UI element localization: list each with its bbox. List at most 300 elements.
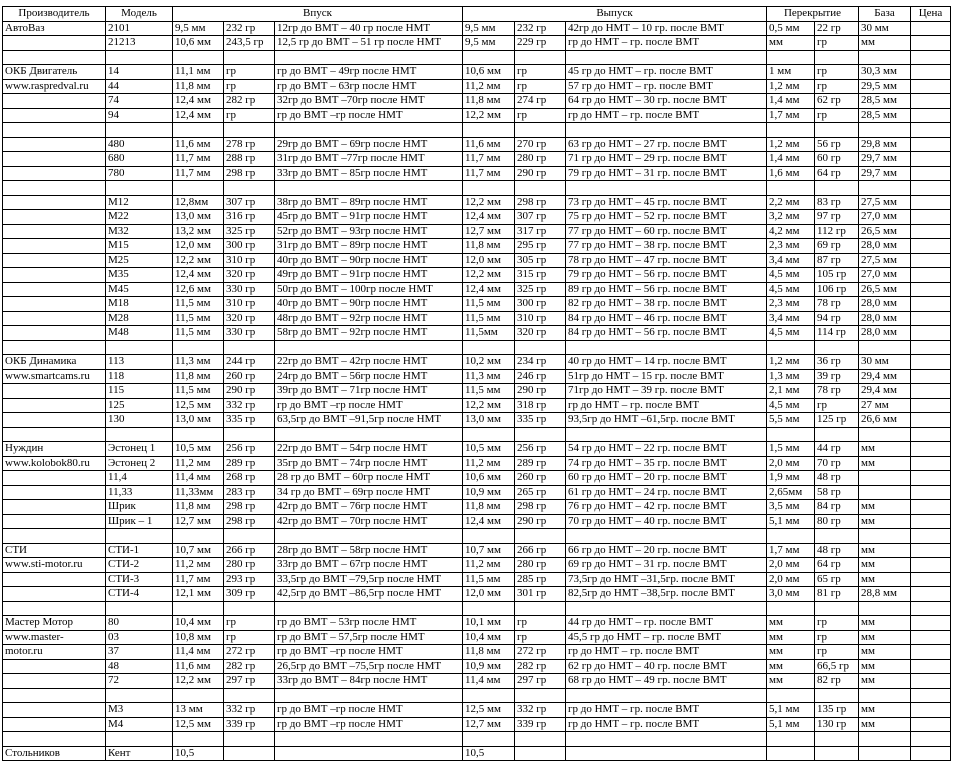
cell-exhaust-timing: 77 гр до НМТ – 38 гр. после ВМТ — [566, 239, 767, 254]
cell-intake-timing: 33гр до ВМТ – 84гр после НМТ — [275, 674, 463, 689]
cell-base: 30 мм — [859, 21, 911, 36]
cell-overlap-lift — [767, 340, 815, 355]
cell-exhaust-duration: 290 гр — [515, 514, 566, 529]
table-row — [3, 717, 951, 732]
cell-manufacturer — [3, 587, 106, 602]
cell-exhaust-lift: 12,7 мм — [463, 224, 515, 239]
cell-intake-duration: гр — [224, 108, 275, 123]
cell-intake-lift: 10,5 — [173, 746, 224, 761]
cell-exhaust-duration: гр — [515, 616, 566, 631]
cell-base: мм — [859, 36, 911, 51]
cell-model: 480 — [106, 137, 173, 152]
header-exhaust: Выпуск — [463, 7, 767, 22]
cell-model — [106, 529, 173, 544]
cell-intake-duration: 280 гр — [224, 558, 275, 573]
cell-overlap-angle — [815, 50, 859, 65]
cell-model: 11,4 — [106, 471, 173, 486]
cell-intake-lift — [173, 427, 224, 442]
cell-model: 80 — [106, 616, 173, 631]
cell-model — [106, 340, 173, 355]
cell-overlap-lift — [767, 732, 815, 747]
cell-price — [911, 543, 951, 558]
cell-exhaust-lift: 11,8 мм — [463, 239, 515, 254]
cell-model: 94 — [106, 108, 173, 123]
cell-manufacturer — [3, 108, 106, 123]
cell-exhaust-lift: 10,6 мм — [463, 65, 515, 80]
cell-model: 03 — [106, 630, 173, 645]
cell-base — [859, 732, 911, 747]
cell-overlap-lift — [767, 601, 815, 616]
cell-intake-timing — [275, 601, 463, 616]
cell-intake-lift — [173, 601, 224, 616]
cell-price — [911, 282, 951, 297]
cell-overlap-lift: 3,0 мм — [767, 587, 815, 602]
cell-base: мм — [859, 500, 911, 515]
cell-price — [911, 616, 951, 631]
cell-manufacturer — [3, 326, 106, 341]
cell-intake-lift: 12,5 мм — [173, 717, 224, 732]
table-row — [3, 587, 951, 602]
cell-exhaust-lift: 11,7 мм — [463, 166, 515, 181]
cell-overlap-lift: 5,1 мм — [767, 514, 815, 529]
cell-manufacturer — [3, 181, 106, 196]
header-intake: Впуск — [173, 7, 463, 22]
cell-exhaust-duration — [515, 746, 566, 761]
cell-intake-lift: 11,6 мм — [173, 137, 224, 152]
cell-overlap-lift: 5,1 мм — [767, 717, 815, 732]
table-row — [3, 152, 951, 167]
cell-intake-lift: 11,2 мм — [173, 558, 224, 573]
cell-intake-timing: 22гр до ВМТ – 54гр после НМТ — [275, 442, 463, 457]
table-row — [3, 210, 951, 225]
cell-intake-lift: 13,0 мм — [173, 210, 224, 225]
table-row — [3, 485, 951, 500]
cell-exhaust-duration: 295 гр — [515, 239, 566, 254]
cell-manufacturer — [3, 137, 106, 152]
cell-overlap-angle: 65 гр — [815, 572, 859, 587]
cell-base — [859, 746, 911, 761]
cell-exhaust-duration: 320 гр — [515, 326, 566, 341]
cell-exhaust-timing: 79 гр до НМТ – 31 гр. после ВМТ — [566, 166, 767, 181]
cell-intake-lift: 12,4 мм — [173, 108, 224, 123]
cell-price — [911, 340, 951, 355]
cell-intake-lift: 11,8 мм — [173, 79, 224, 94]
cell-exhaust-timing: 60 гр до НМТ – 20 гр. после ВМТ — [566, 471, 767, 486]
cell-model: М18 — [106, 297, 173, 312]
cell-intake-duration: 300 гр — [224, 239, 275, 254]
cell-price — [911, 326, 951, 341]
cell-price — [911, 311, 951, 326]
cell-exhaust-duration: 298 гр — [515, 195, 566, 210]
cell-manufacturer — [3, 471, 106, 486]
cell-manufacturer — [3, 282, 106, 297]
table-row — [3, 659, 951, 674]
cell-overlap-lift — [767, 746, 815, 761]
cell-manufacturer — [3, 674, 106, 689]
cell-manufacturer — [3, 224, 106, 239]
cell-intake-duration: 297 гр — [224, 674, 275, 689]
cell-base: 29,4 мм — [859, 384, 911, 399]
cell-intake-duration: 339 гр — [224, 717, 275, 732]
cell-intake-lift: 11,5 мм — [173, 297, 224, 312]
table-row — [3, 413, 951, 428]
cell-intake-timing: 48гр до ВМТ – 92гр после НМТ — [275, 311, 463, 326]
cell-overlap-lift: 2,0 мм — [767, 456, 815, 471]
cell-manufacturer — [3, 268, 106, 283]
table-row — [3, 253, 951, 268]
cell-exhaust-duration: 270 гр — [515, 137, 566, 152]
cell-manufacturer — [3, 195, 106, 210]
cell-exhaust-timing: 73,5гр до НМТ –31,5гр. после ВМТ — [566, 572, 767, 587]
cell-intake-duration: 332 гр — [224, 703, 275, 718]
cell-intake-duration: 268 гр — [224, 471, 275, 486]
cell-intake-lift: 12,2 мм — [173, 674, 224, 689]
cell-model: М15 — [106, 239, 173, 254]
cell-base: 28,8 мм — [859, 587, 911, 602]
table-row — [3, 297, 951, 312]
cell-exhaust-timing: 71гр до НМТ – 39 гр. после ВМТ — [566, 384, 767, 399]
cell-model: Кент — [106, 746, 173, 761]
cell-base: мм — [859, 572, 911, 587]
table-row — [3, 616, 951, 631]
cell-exhaust-lift: 11,5 мм — [463, 384, 515, 399]
cell-overlap-angle — [815, 746, 859, 761]
cell-exhaust-timing — [566, 529, 767, 544]
cell-intake-duration: 290 гр — [224, 384, 275, 399]
cell-exhaust-duration — [515, 181, 566, 196]
cell-model: М32 — [106, 224, 173, 239]
cell-intake-timing: 63,5гр до ВМТ –91,5гр после НМТ — [275, 413, 463, 428]
cell-intake-duration: 282 гр — [224, 94, 275, 109]
cell-exhaust-timing: 75 гр до НМТ – 52 гр. после ВМТ — [566, 210, 767, 225]
table-row — [3, 123, 951, 138]
table-row — [3, 311, 951, 326]
cell-overlap-angle — [815, 340, 859, 355]
cell-exhaust-lift — [463, 427, 515, 442]
cell-exhaust-lift: 10,6 мм — [463, 471, 515, 486]
cell-intake-duration: 310 гр — [224, 253, 275, 268]
cell-manufacturer — [3, 297, 106, 312]
cell-price — [911, 630, 951, 645]
table-row — [3, 674, 951, 689]
table-row — [3, 195, 951, 210]
cell-overlap-lift: мм — [767, 674, 815, 689]
cell-price — [911, 384, 951, 399]
header-price: Цена — [911, 7, 951, 22]
cell-intake-timing — [275, 427, 463, 442]
cell-exhaust-lift: 9,5 мм — [463, 36, 515, 51]
cell-exhaust-duration: 298 гр — [515, 500, 566, 515]
header-manufacturer: Производитель — [3, 7, 106, 22]
cell-price — [911, 703, 951, 718]
cell-model: 74 — [106, 94, 173, 109]
table-row — [3, 21, 951, 36]
cell-model: Шрик – 1 — [106, 514, 173, 529]
cell-manufacturer: www.kolobok80.ru — [3, 456, 106, 471]
cell-overlap-angle: 62 гр — [815, 94, 859, 109]
table-row — [3, 471, 951, 486]
cell-model: 11,33 — [106, 485, 173, 500]
table-row — [3, 500, 951, 515]
cell-exhaust-duration: 297 гр — [515, 674, 566, 689]
cell-exhaust-lift — [463, 50, 515, 65]
cell-base: 26,6 мм — [859, 413, 911, 428]
cell-base — [859, 50, 911, 65]
table-row — [3, 703, 951, 718]
cell-exhaust-lift: 10,9 мм — [463, 485, 515, 500]
cell-exhaust-lift: 11,8 мм — [463, 500, 515, 515]
table-row — [3, 572, 951, 587]
cell-exhaust-timing: 74 гр до НМТ – 35 гр. после ВМТ — [566, 456, 767, 471]
cell-exhaust-duration — [515, 427, 566, 442]
cell-base — [859, 601, 911, 616]
cell-intake-duration — [224, 50, 275, 65]
cell-exhaust-lift: 9,5 мм — [463, 21, 515, 36]
cell-overlap-angle: 70 гр — [815, 456, 859, 471]
cell-intake-timing: гр до ВМТ – 53гр после НМТ — [275, 616, 463, 631]
cell-exhaust-lift: 10,7 мм — [463, 543, 515, 558]
cell-overlap-angle: 78 гр — [815, 384, 859, 399]
cell-price — [911, 297, 951, 312]
cell-manufacturer — [3, 427, 106, 442]
table-row — [3, 384, 951, 399]
cell-model: 37 — [106, 645, 173, 660]
cell-model: М25 — [106, 253, 173, 268]
cell-model: Эстонец 1 — [106, 442, 173, 457]
cell-exhaust-duration: 317 гр — [515, 224, 566, 239]
cell-price — [911, 369, 951, 384]
cell-exhaust-timing: 45,5 гр до НМТ – гр. после ВМТ — [566, 630, 767, 645]
cell-exhaust-lift: 12,4 мм — [463, 210, 515, 225]
cell-intake-timing: гр до ВМТ – 63гр после НМТ — [275, 79, 463, 94]
cell-manufacturer — [3, 703, 106, 718]
cell-price — [911, 674, 951, 689]
cell-model — [106, 732, 173, 747]
cell-manufacturer: Нуждин — [3, 442, 106, 457]
cell-intake-duration: 330 гр — [224, 326, 275, 341]
cell-model: 14 — [106, 65, 173, 80]
cell-overlap-lift — [767, 181, 815, 196]
cell-intake-timing: 42гр до ВМТ – 76гр после НМТ — [275, 500, 463, 515]
cell-exhaust-timing: 44 гр до НМТ – гр. после ВМТ — [566, 616, 767, 631]
cell-exhaust-lift: 11,4 мм — [463, 674, 515, 689]
cell-intake-lift: 10,8 мм — [173, 630, 224, 645]
cell-exhaust-lift: 10,1 мм — [463, 616, 515, 631]
cell-overlap-angle — [815, 529, 859, 544]
cell-base: 26,5 мм — [859, 282, 911, 297]
cell-intake-timing — [275, 732, 463, 747]
cell-intake-duration: 332 гр — [224, 398, 275, 413]
cell-base: 29,5 мм — [859, 79, 911, 94]
cell-exhaust-timing: 93,5гр до НМТ –61,5гр. после ВМТ — [566, 413, 767, 428]
cell-model: Шрик — [106, 500, 173, 515]
cell-exhaust-timing: 69 гр до НМТ – 31 гр. после ВМТ — [566, 558, 767, 573]
cell-exhaust-lift: 12,4 мм — [463, 514, 515, 529]
cell-base — [859, 340, 911, 355]
cell-intake-lift: 11,7 мм — [173, 152, 224, 167]
cell-exhaust-duration — [515, 340, 566, 355]
table-row — [3, 355, 951, 370]
cell-overlap-angle: 36 гр — [815, 355, 859, 370]
cell-overlap-lift: 2,65мм — [767, 485, 815, 500]
cell-intake-timing — [275, 340, 463, 355]
cell-intake-duration: 298 гр — [224, 500, 275, 515]
cell-exhaust-timing: гр до НМТ – гр. после ВМТ — [566, 645, 767, 660]
cell-price — [911, 572, 951, 587]
cell-intake-duration: гр — [224, 79, 275, 94]
cell-exhaust-duration: 280 гр — [515, 558, 566, 573]
cell-exhaust-timing: 66 гр до НМТ – 20 гр. после ВМТ — [566, 543, 767, 558]
cell-exhaust-lift: 11,3 мм — [463, 369, 515, 384]
cell-exhaust-duration: 300 гр — [515, 297, 566, 312]
cell-overlap-lift: 4,5 мм — [767, 398, 815, 413]
table-row — [3, 137, 951, 152]
cell-intake-duration — [224, 732, 275, 747]
cell-exhaust-duration — [515, 601, 566, 616]
cell-base: мм — [859, 645, 911, 660]
cell-price — [911, 688, 951, 703]
table-row — [3, 79, 951, 94]
cell-intake-duration: 282 гр — [224, 659, 275, 674]
cell-overlap-lift: 2,3 мм — [767, 297, 815, 312]
cell-base: 28,0 мм — [859, 297, 911, 312]
cell-intake-lift: 9,5 мм — [173, 21, 224, 36]
cell-exhaust-lift: 12,2 мм — [463, 268, 515, 283]
cell-exhaust-timing: 82 гр до НМТ – 38 гр. после ВМТ — [566, 297, 767, 312]
cell-manufacturer — [3, 239, 106, 254]
cell-overlap-angle: 80 гр — [815, 514, 859, 529]
cell-intake-timing: 52гр до ВМТ – 93гр после НМТ — [275, 224, 463, 239]
cell-exhaust-duration: 272 гр — [515, 645, 566, 660]
header-overlap: Перекрытие — [767, 7, 859, 22]
cell-manufacturer — [3, 732, 106, 747]
cell-exhaust-duration: гр — [515, 79, 566, 94]
cell-intake-timing: гр до ВМТ –гр после НМТ — [275, 717, 463, 732]
cell-intake-timing: 40гр до ВМТ – 90гр после НМТ — [275, 253, 463, 268]
cell-overlap-angle: 60 гр — [815, 152, 859, 167]
cell-exhaust-lift — [463, 181, 515, 196]
cell-model — [106, 123, 173, 138]
cell-overlap-lift: мм — [767, 645, 815, 660]
cell-exhaust-duration: 310 гр — [515, 311, 566, 326]
cell-intake-timing: гр до ВМТ – 57,5гр после НМТ — [275, 630, 463, 645]
cell-exhaust-duration: 335 гр — [515, 413, 566, 428]
cell-intake-lift: 11,8 мм — [173, 369, 224, 384]
cell-overlap-lift: 1,5 мм — [767, 442, 815, 457]
cell-manufacturer — [3, 500, 106, 515]
cell-manufacturer — [3, 36, 106, 51]
cell-overlap-angle: 48 гр — [815, 543, 859, 558]
cell-overlap-lift — [767, 688, 815, 703]
cell-intake-duration: 335 гр — [224, 413, 275, 428]
cell-price — [911, 65, 951, 80]
cell-manufacturer — [3, 485, 106, 500]
cell-intake-lift: 10,7 мм — [173, 543, 224, 558]
cell-intake-lift — [173, 181, 224, 196]
cell-exhaust-timing: 68 гр до НМТ – 49 гр. после ВМТ — [566, 674, 767, 689]
cell-base: мм — [859, 456, 911, 471]
cell-base: мм — [859, 717, 911, 732]
cell-exhaust-duration: 229 гр — [515, 36, 566, 51]
cell-intake-lift — [173, 688, 224, 703]
header-row — [3, 7, 951, 22]
cell-exhaust-duration: 256 гр — [515, 442, 566, 457]
cell-price — [911, 137, 951, 152]
cell-exhaust-timing — [566, 340, 767, 355]
cell-exhaust-timing — [566, 181, 767, 196]
cell-price — [911, 152, 951, 167]
cell-intake-lift: 12,6 мм — [173, 282, 224, 297]
cell-overlap-angle: 39 гр — [815, 369, 859, 384]
cell-intake-timing — [275, 123, 463, 138]
cell-overlap-angle: гр — [815, 398, 859, 413]
cell-intake-duration: гр — [224, 65, 275, 80]
table-row — [3, 529, 951, 544]
cell-base: 28,5 мм — [859, 94, 911, 109]
cell-intake-timing: 12,5 гр до ВМТ – 51 гр после НМТ — [275, 36, 463, 51]
cell-manufacturer — [3, 398, 106, 413]
cell-exhaust-timing: гр до НМТ – гр. после ВМТ — [566, 36, 767, 51]
cell-exhaust-timing: 84 гр до НМТ – 46 гр. после ВМТ — [566, 311, 767, 326]
cell-intake-timing: 50гр до ВМТ – 100гр после НМТ — [275, 282, 463, 297]
cell-exhaust-timing: гр до НМТ – гр. после ВМТ — [566, 398, 767, 413]
cell-price — [911, 485, 951, 500]
cell-exhaust-lift: 12,2 мм — [463, 398, 515, 413]
cell-intake-lift: 10,6 мм — [173, 36, 224, 51]
cell-overlap-lift: 2,0 мм — [767, 558, 815, 573]
cell-model: 2101 — [106, 21, 173, 36]
cell-intake-timing: 12гр до ВМТ – 40 гр после НМТ — [275, 21, 463, 36]
cell-manufacturer — [3, 123, 106, 138]
table-row — [3, 50, 951, 65]
cell-overlap-angle — [815, 601, 859, 616]
cell-model: М28 — [106, 311, 173, 326]
cell-overlap-angle: 58 гр — [815, 485, 859, 500]
cell-base: 27,0 мм — [859, 268, 911, 283]
cell-exhaust-timing — [566, 427, 767, 442]
cell-exhaust-timing: 57 гр до НМТ – гр. после ВМТ — [566, 79, 767, 94]
cell-overlap-lift: 2,1 мм — [767, 384, 815, 399]
cell-price — [911, 253, 951, 268]
cell-base — [859, 688, 911, 703]
cell-base: 27 мм — [859, 398, 911, 413]
cell-price — [911, 123, 951, 138]
cell-intake-duration — [224, 746, 275, 761]
cell-manufacturer — [3, 688, 106, 703]
cell-base: 29,8 мм — [859, 137, 911, 152]
cell-overlap-angle: 83 гр — [815, 195, 859, 210]
cell-intake-timing: гр до ВМТ –гр после НМТ — [275, 645, 463, 660]
cell-manufacturer: ОКБ Динамика — [3, 355, 106, 370]
cell-intake-lift: 11,2 мм — [173, 456, 224, 471]
cell-price — [911, 645, 951, 660]
cell-exhaust-duration: 234 гр — [515, 355, 566, 370]
table-row — [3, 558, 951, 573]
cell-overlap-angle: 44 гр — [815, 442, 859, 457]
cell-overlap-angle: 114 гр — [815, 326, 859, 341]
cell-overlap-lift: 1,7 мм — [767, 543, 815, 558]
cell-exhaust-timing: 73 гр до НМТ – 45 гр. после ВМТ — [566, 195, 767, 210]
cell-intake-timing: 42,5гр до ВМТ –86,5гр после НМТ — [275, 587, 463, 602]
cell-exhaust-lift: 11,5 мм — [463, 572, 515, 587]
cell-price — [911, 355, 951, 370]
cell-exhaust-lift: 10,4 мм — [463, 630, 515, 645]
cell-overlap-angle — [815, 688, 859, 703]
cell-base: мм — [859, 703, 911, 718]
cell-model: 780 — [106, 166, 173, 181]
cell-model: М22 — [106, 210, 173, 225]
cell-intake-lift: 11,5 мм — [173, 326, 224, 341]
